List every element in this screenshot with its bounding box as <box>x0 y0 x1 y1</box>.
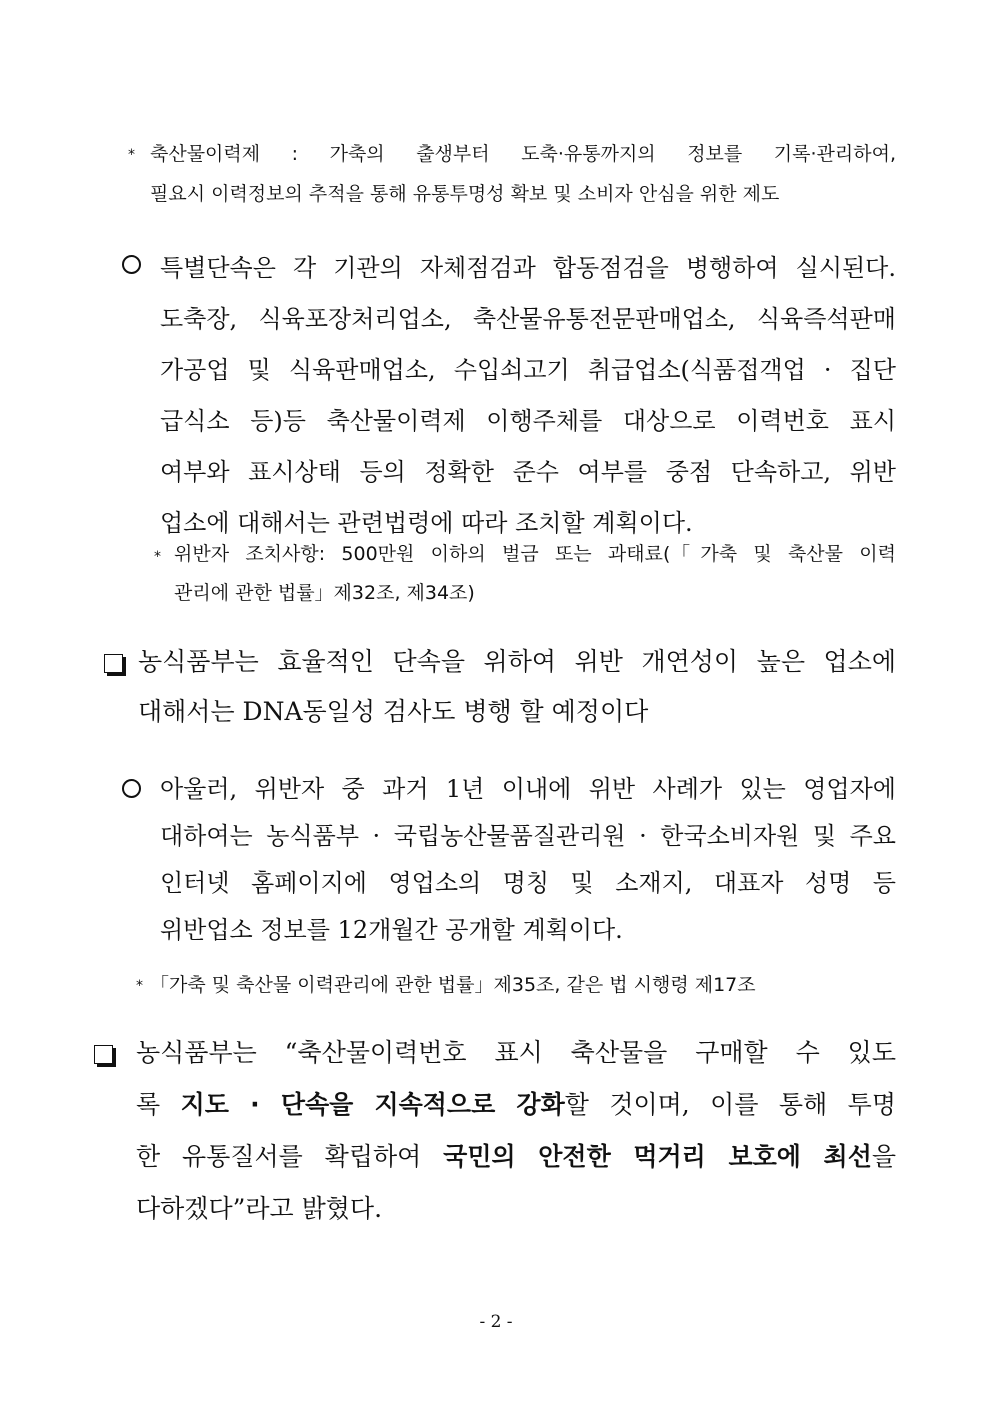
note-marker: * <box>136 978 143 994</box>
paragraph-disclosure <box>160 766 896 954</box>
note-line: 필요시 이력정보의 추적을 통해 유통투명성 확보 및 소비자 안심을 위한 제도 <box>150 183 780 205</box>
section-line: 대해서는 DNA동일성 검사도 병행 할 예정이다 <box>138 697 649 726</box>
square-bullet <box>94 1045 113 1064</box>
section-line: 농식품부는 “축산물이력번호 표시 축산물을 구매할 수 있도 <box>136 1038 896 1067</box>
paragraph-line: 인터넷 홈페이지에 영업소의 명칭 및 소재지, 대표자 성명 등 <box>160 869 896 897</box>
section-text: 한 유통질서를 확립하여 <box>136 1142 444 1171</box>
paragraph-line: 아울러, 위반자 중 과거 1년 이내에 위반 사례가 있는 영업자에 <box>160 775 896 803</box>
paragraph-line: 업소에 대해서는 관련법령에 따라 조치할 계획이다. <box>160 509 693 537</box>
note-marker: * <box>154 549 161 565</box>
paragraph-special-crackdown <box>160 243 896 549</box>
emphasis-text: 국민의 안전한 먹거리 보호에 최선 <box>443 1142 872 1171</box>
note-line: 축산물이력제 : 가축의 출생부터 도축·유통까지의 정보를 기록·관리하여, <box>150 143 896 165</box>
square-bullet <box>104 654 123 673</box>
section-line: 농식품부는 효율적인 단속을 위하여 위반 개연성이 높은 업소에 <box>138 647 896 676</box>
section-line <box>136 1079 896 1131</box>
note-line: 위반자 조치사항: 500만원 이하의 벌금 또는 과태료(「가축 및 축산물 이력 <box>174 543 896 565</box>
circle-bullet <box>122 779 141 798</box>
note-line: 관리에 관한 법률」제32조, 제34조) <box>174 582 475 604</box>
paragraph-line: 여부와 표시상태 등의 정확한 준수 여부를 중점 단속하고, 위반 <box>160 458 896 486</box>
section-line: 다하겠다”라고 밝혔다. <box>136 1194 383 1223</box>
section-text: 을 <box>871 1142 897 1171</box>
section-text: 록 <box>136 1090 181 1119</box>
paragraph-line: 위반업소 정보를 12개월간 공개할 계획이다. <box>160 916 623 944</box>
circle-bullet <box>122 255 141 274</box>
section-text: 할 것이며, 이를 통해 투명 <box>564 1090 896 1119</box>
paragraph-line: 특별단속은 각 기관의 자체점검과 합동점검을 병행하여 실시된다. <box>160 254 896 282</box>
paragraph-line: 가공업 및 식육판매업소, 수입쇠고기 취급업소(식품접객업 · 집단 <box>160 356 896 384</box>
note-marker: * <box>128 147 135 163</box>
note-line: 「가축 및 축산물 이력관리에 관한 법률」제35조, 같은 법 시행령 제17조 <box>150 974 756 996</box>
paragraph-line: 급식소 등)등 축산물이력제 이행주체를 대상으로 이력번호 표시 <box>160 407 896 435</box>
section-quote <box>136 1027 896 1235</box>
paragraph-line: 도축장, 식육포장처리업소, 축산물유통전문판매업소, 식육즉석판매 <box>160 305 896 333</box>
section-dna-test <box>138 637 896 737</box>
emphasis-text: 지도 · 단속을 지속적으로 강화 <box>180 1090 565 1119</box>
page-number: - 2 - <box>479 1312 513 1332</box>
section-line <box>136 1131 896 1183</box>
paragraph-line: 대하여는 농식품부 · 국립농산물품질관리원 · 한국소비자원 및 주요 <box>160 822 896 850</box>
